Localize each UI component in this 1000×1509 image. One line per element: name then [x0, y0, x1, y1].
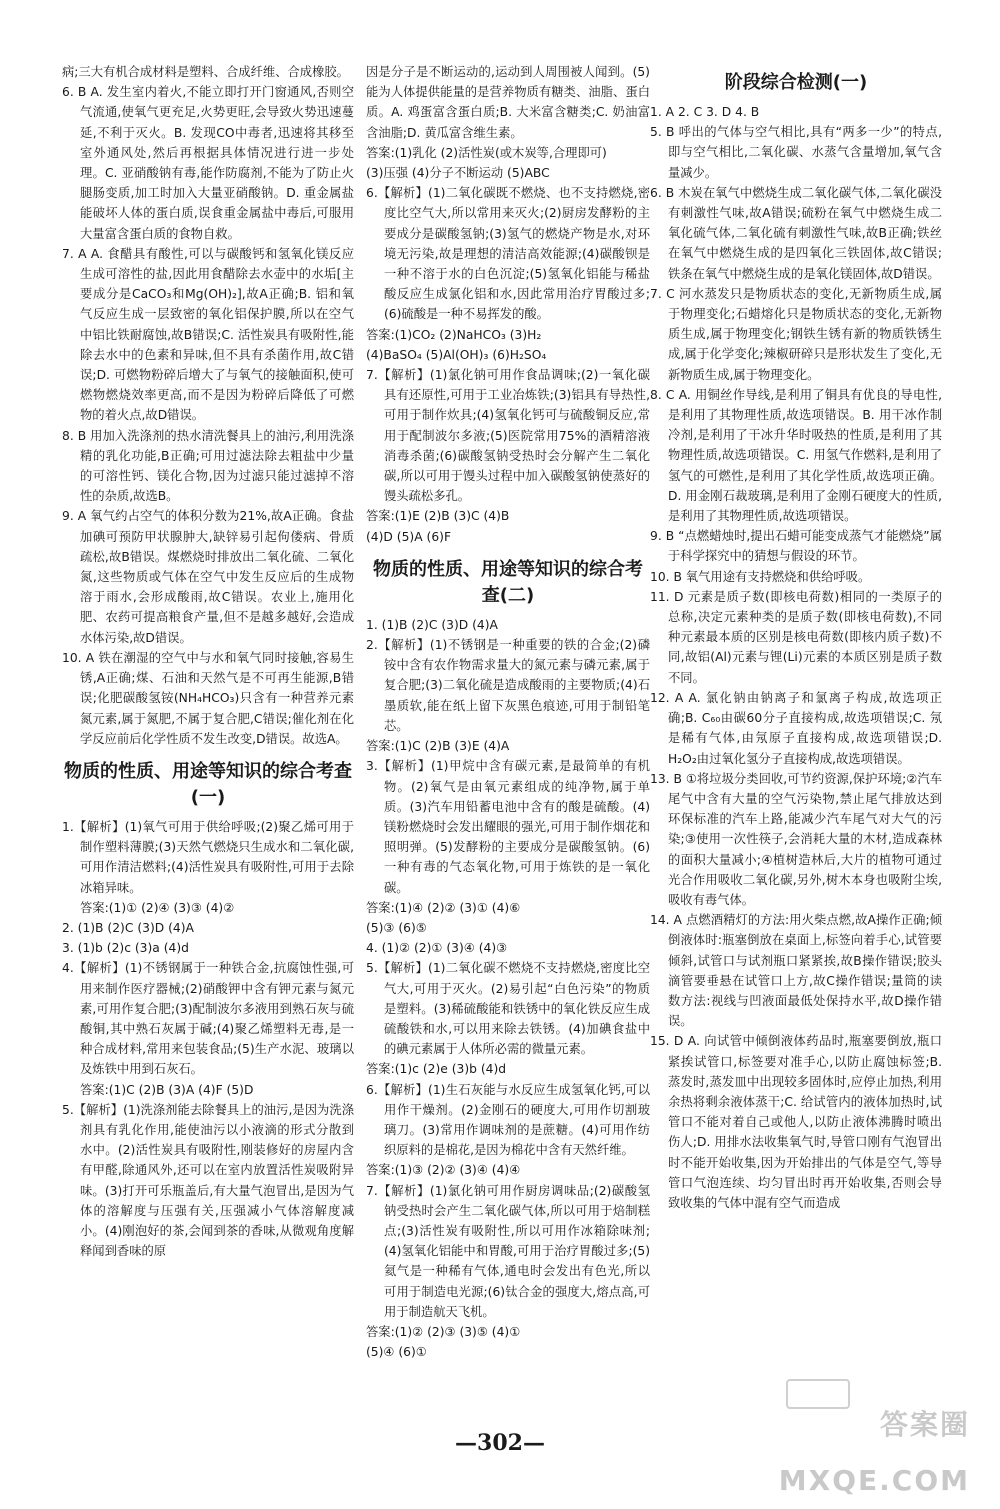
answer-line: (3)压强 (4)分子不断运动 (5)ABC [366, 166, 550, 181]
answer-line: (4)BaSO₄ (5)Al(OH)₃ (6)H₂SO₄ [366, 347, 547, 362]
answer-line: 3. (1)b (2)c (3)a (4)d [62, 941, 189, 956]
answer-paragraph: 9. B “点燃蜡烛时,提出石蜡可能变成蒸气才能燃烧”属于科学探究中的猜想与假设的环节。 [650, 529, 942, 564]
answer-paragraph: 11. D 元素是质子数(即核电荷数)相同的一类原子的总称,决定元素种类的是质子数(即核电荷数),不同种元素最本质的区别是核电荷数(即核内质子数)不同,故铝(Al)元素与锂(Li)元素的本质区别是质子数不同。 [650, 589, 942, 685]
answer-line: 答案:(1)③ (2)② (3)④ (4)④ [366, 1163, 521, 1178]
answer-paragraph: 因是分子是不断运动的,运动到人周围被人闻到。(5)能为人体提供能量的是营养物质有糖类、油脂、蛋白质。A. 鸡蛋富含蛋白质;B. 大米富含糖类;C. 奶油富含油脂;D. 黄瓜富含维生素。 [366, 65, 650, 140]
answer-paragraph: 6.【解析】(1)二氧化碳既不燃烧、也不支持燃烧,密度比空气大,所以常用来灭火;(2)厨房发酵粉的主要成分是碳酸氢钠;(3)氢气的燃烧产物是水,对环境无污染,故是理想的清洁高效能源;(4)碳酸钡是一种不溶于水的白色沉淀;(5)氢氧化铝能与稀盐酸反应生成氯化铝和水,因此常用治疗胃酸过多;(6)硫酸是一种不易挥发的酸。 [366, 186, 650, 322]
answer-paragraph: 5.【解析】(1)二氧化碳不燃烧不支持燃烧,密度比空气大,可用于灭火。(2)易引起“白色污染”的物质是塑料。(3)稀硫酸能和铁锈中的氧化铁反应生成硫酸铁和水,可以用来除去铁锈。(4)加碘食盐中的碘元素属于人体所必需的微量元素。 [366, 961, 650, 1057]
answer-line: 1. (1)B (2)C (3)D (4)A [366, 617, 498, 632]
answer-line: 答案:(1)① (2)④ (3)③ (4)② [80, 900, 235, 915]
answer-paragraph: 15. D A. 向试管中倾倒液体药品时,瓶塞要倒放,瓶口紧挨试管口,标签要对准手心,以防止腐蚀标签;B. 蒸发时,蒸发皿中出现较多固体时,应停止加热,利用余热将剩余液体蒸干;C. 给试管内的液体加热时,试管口不能对着自己或他人,以防止液体沸腾时喷出伤人;D. 用排水法收集氧气时,导管口刚有气泡冒出时不能开始收集,因为开始排出的气体是空气,等导管口气泡连续、均匀冒出时再开始收集,否则会导致收集的气体中混有空气而造成 [650, 1034, 942, 1210]
column-right [650, 62, 942, 1411]
answer-paragraph: 5.【解析】(1)洗涤剂能去除餐具上的油污,是因为洗涤剂具有乳化作用,能使油污以小液滴的形式分散到水中。(2)活性炭具有吸附性,刚装修好的房屋内含有甲醛,除通风外,还可以在室内放置活性炭吸附异味。(3)打开可乐瓶盖后,有大量气泡冒出,是因为气体的溶解度与压强有关,压强减小气体溶解度减小。(4)刚泡好的茶,会闻到茶的香味,从微观角度解释闻到香味的原 [62, 1102, 354, 1259]
answer-paragraph: 3.【解析】(1)甲烷中含有碳元素,是最简单的有机物。(2)氧气是由氧元素组成的纯净物,属于单质。(3)汽车用铅蓄电池中含有的酸是硫酸。(4)镁粉燃烧时会发出耀眼的强光,可用于制作烟花和照明弹。(5)发酵粉的主要成分是碳酸氢钠。(6)一种有毒的气态氧化物,可用于炼铁的是一氧化碳。 [366, 759, 650, 895]
answer-paragraph: 13. B ①将垃圾分类回收,可节约资源,保护环境;②汽车尾气中含有大量的空气污染物,禁止尾气排放达到环保标准的汽车上路,能减少汽车尾气对大气的污染;③使用一次性筷子,会消耗大量的木材,造成森林的面积大量减小;④植树造林后,大片的植物可通过光合作用吸收二氧化碳,另外,树木本身也吸附尘埃,吸收有毒气体。 [650, 771, 942, 907]
answer-paragraph: 6. B 木炭在氧气中燃烧生成二氧化碳气体,二氧化碳没有刺激性气味,故A错误;硫粉在氧气中燃烧生成二氧化硫气体,二氧化硫有刺激性气味,故B正确;铁丝在氧气中燃烧生成的是四氧化三铁固体,故C错误;铁条在氧气中燃烧生成的是氧化镁固体,故D错误。 [650, 185, 942, 281]
answer-line: 答案:(1)C (2)B (3)A (4)F (5)D [80, 1082, 254, 1097]
answer-line: 答案:(1)C (2)B (3)E (4)A [366, 739, 510, 754]
answer-line: 答案:(1)④ (2)② (3)① (4)⑥ [366, 900, 521, 915]
answer-paragraph: 14. A 点燃酒精灯的方法:用火柴点燃,故A操作正确;倾倒液体时:瓶塞倒放在桌面上,标签向着手心,试管要倾斜,试管口与试剂瓶口紧紧挨,故B操作错误;胶头滴管要垂悬在试管口上方,故C操作错误;量筒的读数方法:视线与凹液面最低处保持水平,故D操作错误。 [650, 913, 942, 1029]
answer-paragraph: 9. A 氧气约占空气的体积分数为21%,故A正确。食盐加碘可预防甲状腺肿大,缺锌易引起佝偻病、骨质疏松,故B错误。煤燃烧时排放出二氧化硫、二氧化氮,这些物质或气体在空气中发生反应后的生成物溶于雨水,会形成酸雨,故C错误。农业上,施用化肥、农药可提高粮食产量,但不是越多越好,会造成水体污染,故D错误。 [62, 509, 354, 645]
answer-paragraph: 8. B 用加入洗涤剂的热水清洗餐具上的油污,利用洗涤精的乳化功能,B正确;可用过滤法除去粗盐中少量的可溶性钙、镁化合物,因为过滤只能过滤掉不溶性的杂质,故选B。 [62, 428, 354, 504]
answer-paragraph: 10. B 氧气用途有支持燃烧和供给呼吸。 [650, 569, 871, 584]
watermark: 答案圈 MXQE.COM [778, 1408, 970, 1497]
answer-paragraph: 7. C 河水蒸发只是物质状态的变化,无新物质生成,属于物理变化;石蜡熔化只是物质状态的变化,无新物质生成,属于物理变化;钢铁生锈有新的物质铁锈生成,属于化学变化;辣椒研碎只是形状发生了变化,无新物质生成,属于物理变化。 [650, 286, 942, 382]
answer-line: 答案:(1)② (2)③ (3)⑤ (4)① [366, 1324, 521, 1339]
answer-line: 答案:(1)乳化 (2)活性炭(或木炭等,合理即可) [366, 145, 607, 160]
answer-line: (4)D (5)A (6)F [366, 529, 452, 544]
answer-paragraph: 7.【解析】(1)氯化钠可用作厨房调味品;(2)碳酸氢钠受热时会产生二氧化碳气体,所以可用于焙制糕点;(3)活性炭有吸附性,所以可用作冰箱除味剂;(4)氢氧化铝能中和胃酸,可用于治疗胃酸过多;(5)氦气是一种稀有气体,通电时会发出有色光,所以可用于制造电光源;(6)钛合金的强度大,熔点高,可用于制造航天飞机。 [366, 1183, 650, 1319]
page-number: —302— [455, 1430, 545, 1456]
answer-paragraph: 6.【解析】(1)生石灰能与水反应生成氢氧化钙,可以用作干燥剂。(2)金刚石的硬度大,可用作切割玻璃刀。(3)常用作调味剂的是蔗糖。(4)可用作纺织原料的是棉花,是因为棉花中含有天然纤维。 [366, 1082, 650, 1158]
answer-line: (5)④ (6)① [366, 1345, 427, 1360]
answer-paragraph: 12. A A. 氯化钠由钠离子和氯离子构成,故选项正确;B. C₆₀由碳60分子直接构成,故选项错误;C. 氖是稀有气体,由氖原子直接构成,故选项错误;D. H₂O₂由过氧化氢分子直接构成,故选项错误。 [650, 690, 942, 766]
answer-paragraph: 6. B A. 发生室内着火,不能立即打开门窗通风,否则空气流通,使氧气更充足,火势更旺,会导致火势迅速蔓延,不利于灭火。B. 发现CO中毒者,迅速将其移至室外通风处,然后再根据具体情况进行进一步处理。C. 亚硝酸钠有毒,能作防腐剂,不能为了防止火腿肠变质,加工时加入大量亚硝酸钠。D. 重金属盐能破坏人体的蛋白质,误食重金属盐中毒后,可服用大量富含蛋白质的食物自救。 [62, 85, 354, 241]
answer-paragraph: 8. C A. 用铜丝作导线,是利用了铜具有优良的导电性,是利用了其物理性质,故选项错误。B. 用干冰作制冷剂,是利用了干冰升华时吸热的性质,是利用了其物理性质,故选项错误。C. 用氢气作燃料,是利用了氢气的可燃性,是利用了其化学性质,故选项正确。D. 用金刚石裁玻璃,是利用了金刚石硬度大的性质,是利用了其物理性质,故选项错误。 [650, 387, 942, 524]
answer-line: 4. (1)② (2)① (3)④ (4)③ [366, 941, 508, 956]
answer-paragraph: 10. A 铁在潮湿的空气中与水和氧气同时接触,容易生锈,A正确;煤、石油和天然气是不可再生能源,B错误;化肥碳酸氢铵(NH₄HCO₃)只含有一种营养元素氮元素,属于氮肥,不属于复合肥,C错误;催化剂在化学反应前后化学性质不发生改变,D错误。故选A。 [62, 650, 354, 746]
answer-line: 答案:(1)c (2)e (3)b (4)d [366, 1062, 507, 1077]
answer-paragraph: 2.【解析】(1)不锈钢是一种重要的铁的合金;(2)磷铵中含有农作物需求量大的氮元素与磷元素,属于复合肥;(3)二氧化硫是造成酸雨的主要物质;(4)石墨质软,能在纸上留下灰黑色痕迹,可用于制铅笔芯。 [366, 638, 650, 733]
section-title: 物质的性质、用途等知识的综合考查(一) [64, 760, 352, 808]
section-title: 物质的性质、用途等知识的综合考查(二) [373, 558, 643, 606]
answer-line: 答案:(1)CO₂ (2)NaHCO₃ (3)H₂ [366, 327, 542, 342]
answer-paragraph: 7.【解析】(1)氯化钠可用作食品调味;(2)一氧化碳具有还原性,可用于工业冶炼铁;(3)铝具有导热性,可用于制作炊具;(4)氢氧化钙可与硫酸铜反应,常用于配制波尔多液;(5)医院常用75%的酒精溶液消毒杀菌;(6)碳酸氢钠受热时会分解产生二氧化碳,所以可用于馒头过程中加入碳酸氢钠使蒸好的馒头疏松多孔。 [366, 368, 650, 504]
answer-line: 1. A 2. C 3. D 4. B [650, 105, 760, 119]
answer-line: 答案:(1)E (2)B (3)C (4)B [366, 509, 510, 524]
answer-paragraph: 1.【解析】(1)氧气可用于供给呼吸;(2)聚乙烯可用于制作塑料薄膜;(3)天然气燃烧只生成水和二氧化碳,可用作清洁燃料;(4)活性炭具有吸附性,可用于去除冰箱异味。 [62, 819, 354, 895]
answer-paragraph: 5. B 呼出的气体与空气相比,具有“两多一少”的特点,即与空气相比,二氧化碳、水蒸气含量增加,氧气含量减少。 [650, 125, 942, 180]
answer-paragraph: 7. A A. 食醋具有酸性,可以与碳酸钙和氢氧化镁反应生成可溶性的盐,因此用食醋除去水壶中的水垢[主要成分是CaCO₃和Mg(OH)₂],故A正确;B. 铝和氧气反应生成一层致密的氧化铝保护膜,所以在空气中铝比铁耐腐蚀,故B错误;C. 活性炭具有吸附性,能除去水中的色素和异味,但不具有杀菌作用,故C错误;D. 可燃物粉碎后增大了与氧气的接触面积,使可燃物燃烧效率更高,而不是因为粉碎后降低了可燃物的着火点,故D错误。 [62, 246, 354, 423]
answer-paragraph: 4.【解析】(1)不锈钢属于一种铁合金,抗腐蚀性强,可用来制作医疗器械;(2)硝酸钾中含有钾元素与氮元素,可用作复合肥;(3)配制波尔多液用到熟石灰与硫酸铜,其中熟石灰属于碱;(4)聚乙烯塑料无毒,是一种合成材料,常用来包装食品;(5)生产水泥、玻璃以及炼铁中用到石灰石。 [62, 961, 354, 1077]
column-middle [366, 62, 650, 1411]
column-left [62, 62, 354, 1411]
answer-line: 2. (1)B (2)C (3)D (4)A [62, 920, 194, 935]
answer-line: (5)③ (6)⑤ [366, 920, 427, 935]
section-title: 阶段综合检测(一) [724, 72, 868, 93]
answer-paragraph: 病;三大有机合成材料是塑料、合成纤维、合成橡胶。 [62, 65, 349, 79]
